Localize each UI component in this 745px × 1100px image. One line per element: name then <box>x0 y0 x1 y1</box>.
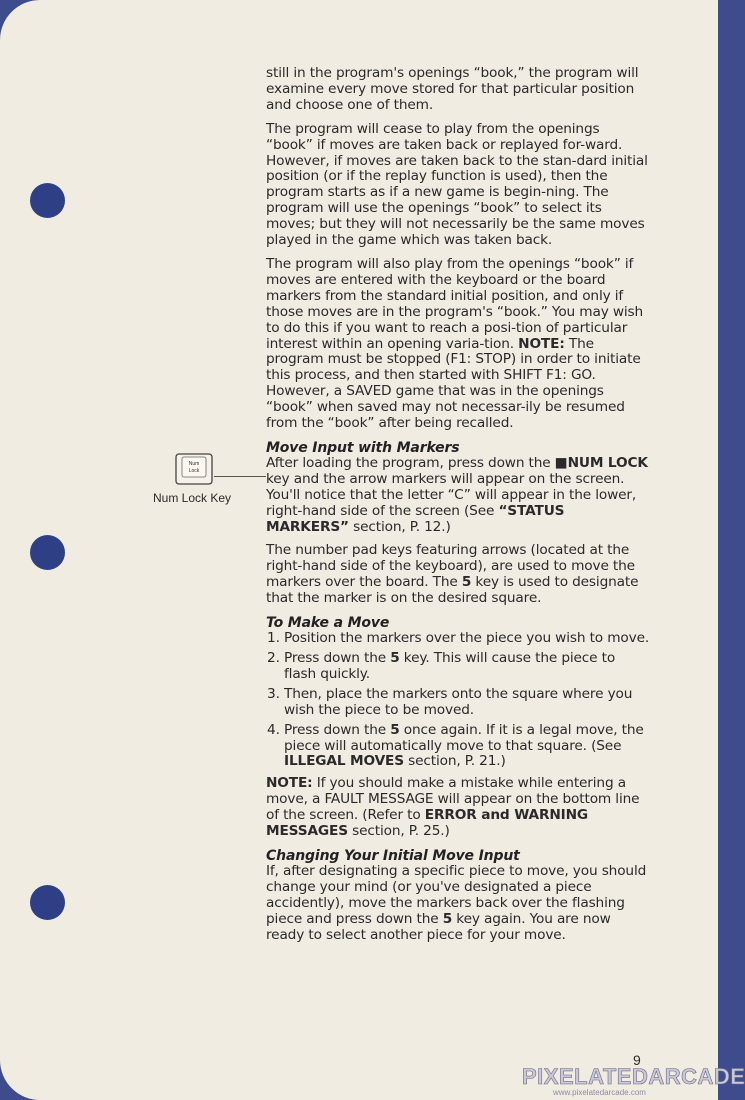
binder-hole-bottom <box>30 885 65 920</box>
paragraph-cease-play: The program will cease to play from the openings “book” if moves are taken back or replayed for-ward. However, if moves are taken back to the stan-dard initial position (or if the replay function is used), then the program starts as if a new game is begin-ning. The program will use the openings “book” to select its moves; but they will not necessarily be the same moves played in the game which was taken back. <box>266 120 648 249</box>
watermark-logo: PIXELATEDARCADE <box>522 1064 745 1089</box>
step-item: 2. Press down the 5 key. This will cause the piece to flash quickly. <box>284 651 650 683</box>
step-item: 1. Position the markers over the piece you wish to move. <box>284 631 650 647</box>
binder-hole-middle <box>30 535 65 570</box>
step-item: 3. Then, place the markers onto the square where you wish the piece to be moved. <box>284 687 650 719</box>
heading-to-make-a-move: To Make a Move <box>266 615 390 632</box>
paragraph-play-from-book: The program will also play from the openings “book” if moves are entered with the keyboard or the board markers from the standard initial position, and only if those moves are in the program's “book.” You may wish to do this if you want to reach a posi-tion of particular interest within an opening varia-tion. NOTE: The program must be stopped (F1: STOP) in order to initiate this process, and then started with SHIFT F1: GO. However, a SAVED game that was in the openings “book” when saved may not necessar-ily be resumed from the “book” after being recalled. <box>266 255 644 432</box>
keycap-text-num: Num <box>188 461 200 467</box>
page-number: 9 <box>633 1052 641 1068</box>
paragraph-num-lock: After loading the program, press down the ■NUM LOCK key and the arrow markers will appear on the screen. You'll notice that the letter “C” will appear in the lower, right-hand side of the screen (See “STATUS MARKERS” section, P. 12.) <box>266 454 648 535</box>
note-label: NOTE: <box>518 335 565 352</box>
step-item: 4. Press down the 5 once again. If it is a legal move, the piece will automatically move to that square. (See ILLEGAL MOVES section, P. 21.) <box>284 723 650 771</box>
steps-list <box>266 631 650 770</box>
heading-changing-move-input: Changing Your Initial Move Input <box>266 847 520 864</box>
page-body <box>266 66 650 952</box>
callout-line <box>214 476 266 477</box>
heading-move-input-markers: Move Input with Markers <box>266 439 460 456</box>
num-lock-key-label: Num Lock Key <box>153 491 232 505</box>
paragraph-change-piece: If, after designating a specific piece to move, you should change your mind (or you've designated a piece accidently), move the markers back over the flashing piece and press down the 5 key again. You are now ready to select another piece for your move. <box>266 862 647 943</box>
num-lock-key-icon <box>174 452 214 486</box>
paragraph-number-pad: The number pad keys featuring arrows (located at the right-hand side of the keyboard), are used to move the markers over the board. The 5 key is used to designate that the marker is on the desired square. <box>266 542 639 607</box>
watermark-url: www.pixelatedarcade.com <box>553 1088 646 1097</box>
binder-hole-top <box>30 183 65 218</box>
keycap-text-lock: Lock <box>188 468 200 474</box>
paragraph-fault-note: NOTE: If you should make a mistake while entering a move, a FAULT MESSAGE will appear on the bottom line of the screen. (Refer to ERROR and WARNING MESSAGES section, P. 25.) <box>266 775 640 840</box>
paragraph-book-continuation: still in the program's openings “book,” the program will examine every move stored for that particular position and choose one of them. <box>266 65 639 113</box>
